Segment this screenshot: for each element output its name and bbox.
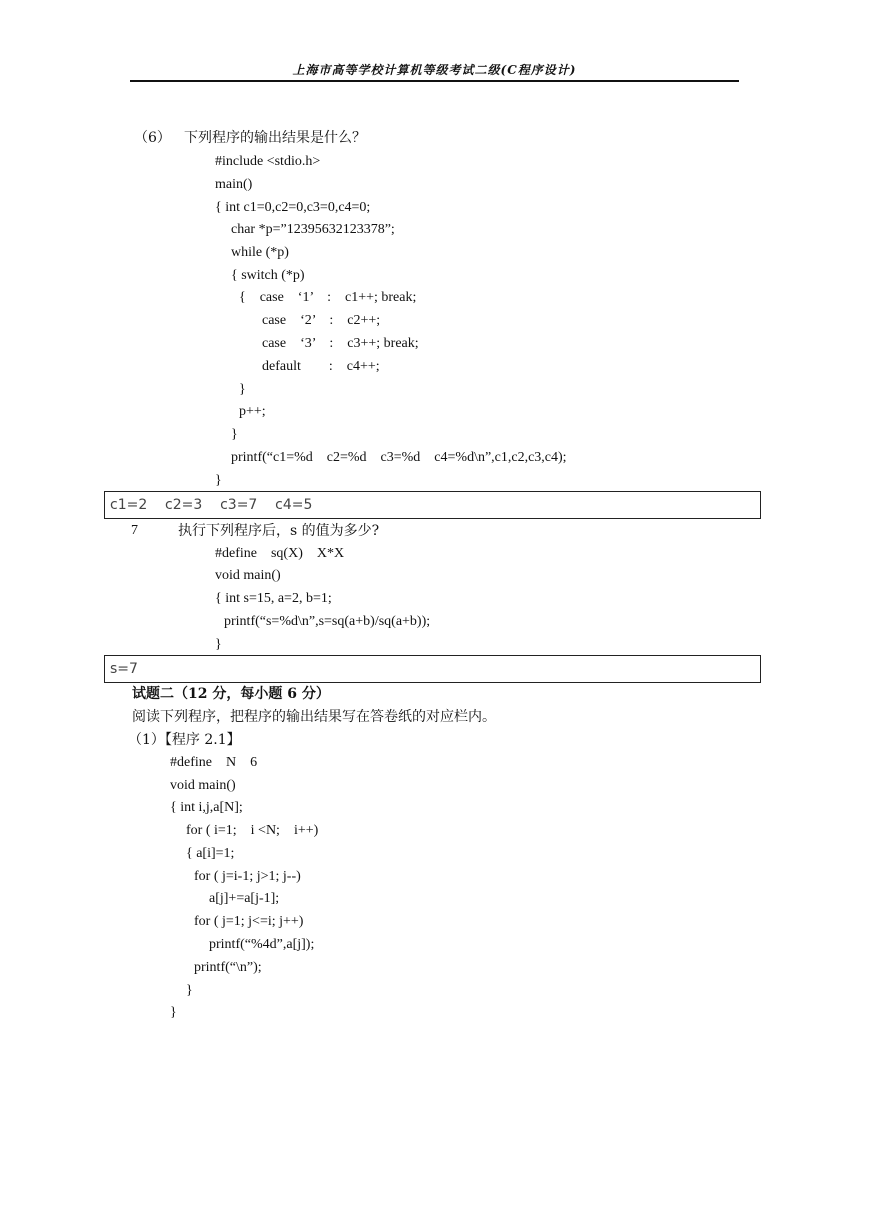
q6-code-line: case ‘3’ : c3++; break; <box>262 336 419 351</box>
q6-code-line: } <box>239 382 246 397</box>
program-code-line: } <box>186 983 193 998</box>
program-code-line: void main() <box>170 778 236 793</box>
program-code-line: for ( i=1; i <N; i++) <box>186 823 319 838</box>
q7-code-line: void main() <box>215 568 281 583</box>
q6-code-line: printf(“c1=%d c2=%d c3=%d c4=%d\n”,c1,c2,c3,c4); <box>231 450 567 465</box>
program-code-line: for ( j=i-1; j>1; j--) <box>194 869 301 884</box>
q6-code-line: case ‘2’ : c2++; <box>262 313 381 328</box>
q6-code-line: default : c4++; <box>262 359 380 374</box>
program-2-1-label: （1）【程序 2.1】 <box>128 732 241 748</box>
q6-code-line: { switch (*p) <box>231 268 305 283</box>
q7-code-line: #define sq(X) X*X <box>215 546 345 561</box>
q7-answer-box: s=7 <box>104 655 761 683</box>
q6-code-line: } <box>215 473 222 488</box>
q7-code-line: printf(“s=%d\n”,s=sq(a+b)/sq(a+b)); <box>224 614 431 629</box>
program-code-line: } <box>170 1005 177 1020</box>
q6-code-line: #include <stdio.h> <box>215 154 321 169</box>
q6-code-line: { int c1=0,c2=0,c3=0,c4=0; <box>215 200 371 215</box>
q6-number: （6） <box>134 130 171 146</box>
q6-answer-box: c1=2 c2=3 c3=7 c4=5 <box>104 491 761 519</box>
q6-code-line: char *p=”12395632123378”; <box>231 222 395 237</box>
q7-code-line: { int s=15, a=2, b=1; <box>215 591 332 606</box>
program-code-line: a[j]+=a[j-1]; <box>209 891 280 906</box>
program-code-line: { a[i]=1; <box>186 846 235 861</box>
q6-prompt: 下列程序的输出结果是什么？ <box>184 130 366 146</box>
q7-code-line: } <box>215 637 222 652</box>
q7-prompt: 执行下列程序后，s 的值为多少? <box>178 523 380 539</box>
q6-code-line: main() <box>215 177 253 192</box>
program-code-line: { int i,j,a[N]; <box>170 800 243 815</box>
program-code-line: printf(“%4d”,a[j]); <box>209 937 315 952</box>
q6-code-line: p++; <box>239 404 266 419</box>
q6-code-line: while (*p) <box>231 245 289 260</box>
program-code-line: for ( j=1; j<=i; j++) <box>194 914 304 929</box>
q7-number: 7 <box>131 523 138 538</box>
section2-instruction: 阅读下列程序，把程序的输出结果写在答卷纸的对应栏内。 <box>132 709 496 725</box>
header-rule <box>130 80 739 82</box>
q6-code-line: } <box>231 427 238 442</box>
page-header-title: 上海市高等学校计算机等级考试二级(C程序设计) <box>292 63 577 77</box>
program-code-line: printf(“\n”); <box>194 960 262 975</box>
program-code-line: #define N 6 <box>170 755 258 770</box>
section2-title: 试题二（12 分，每小题 6 分） <box>132 686 330 702</box>
q6-code-line: { case ‘1’ : c1++; break; <box>239 290 417 305</box>
